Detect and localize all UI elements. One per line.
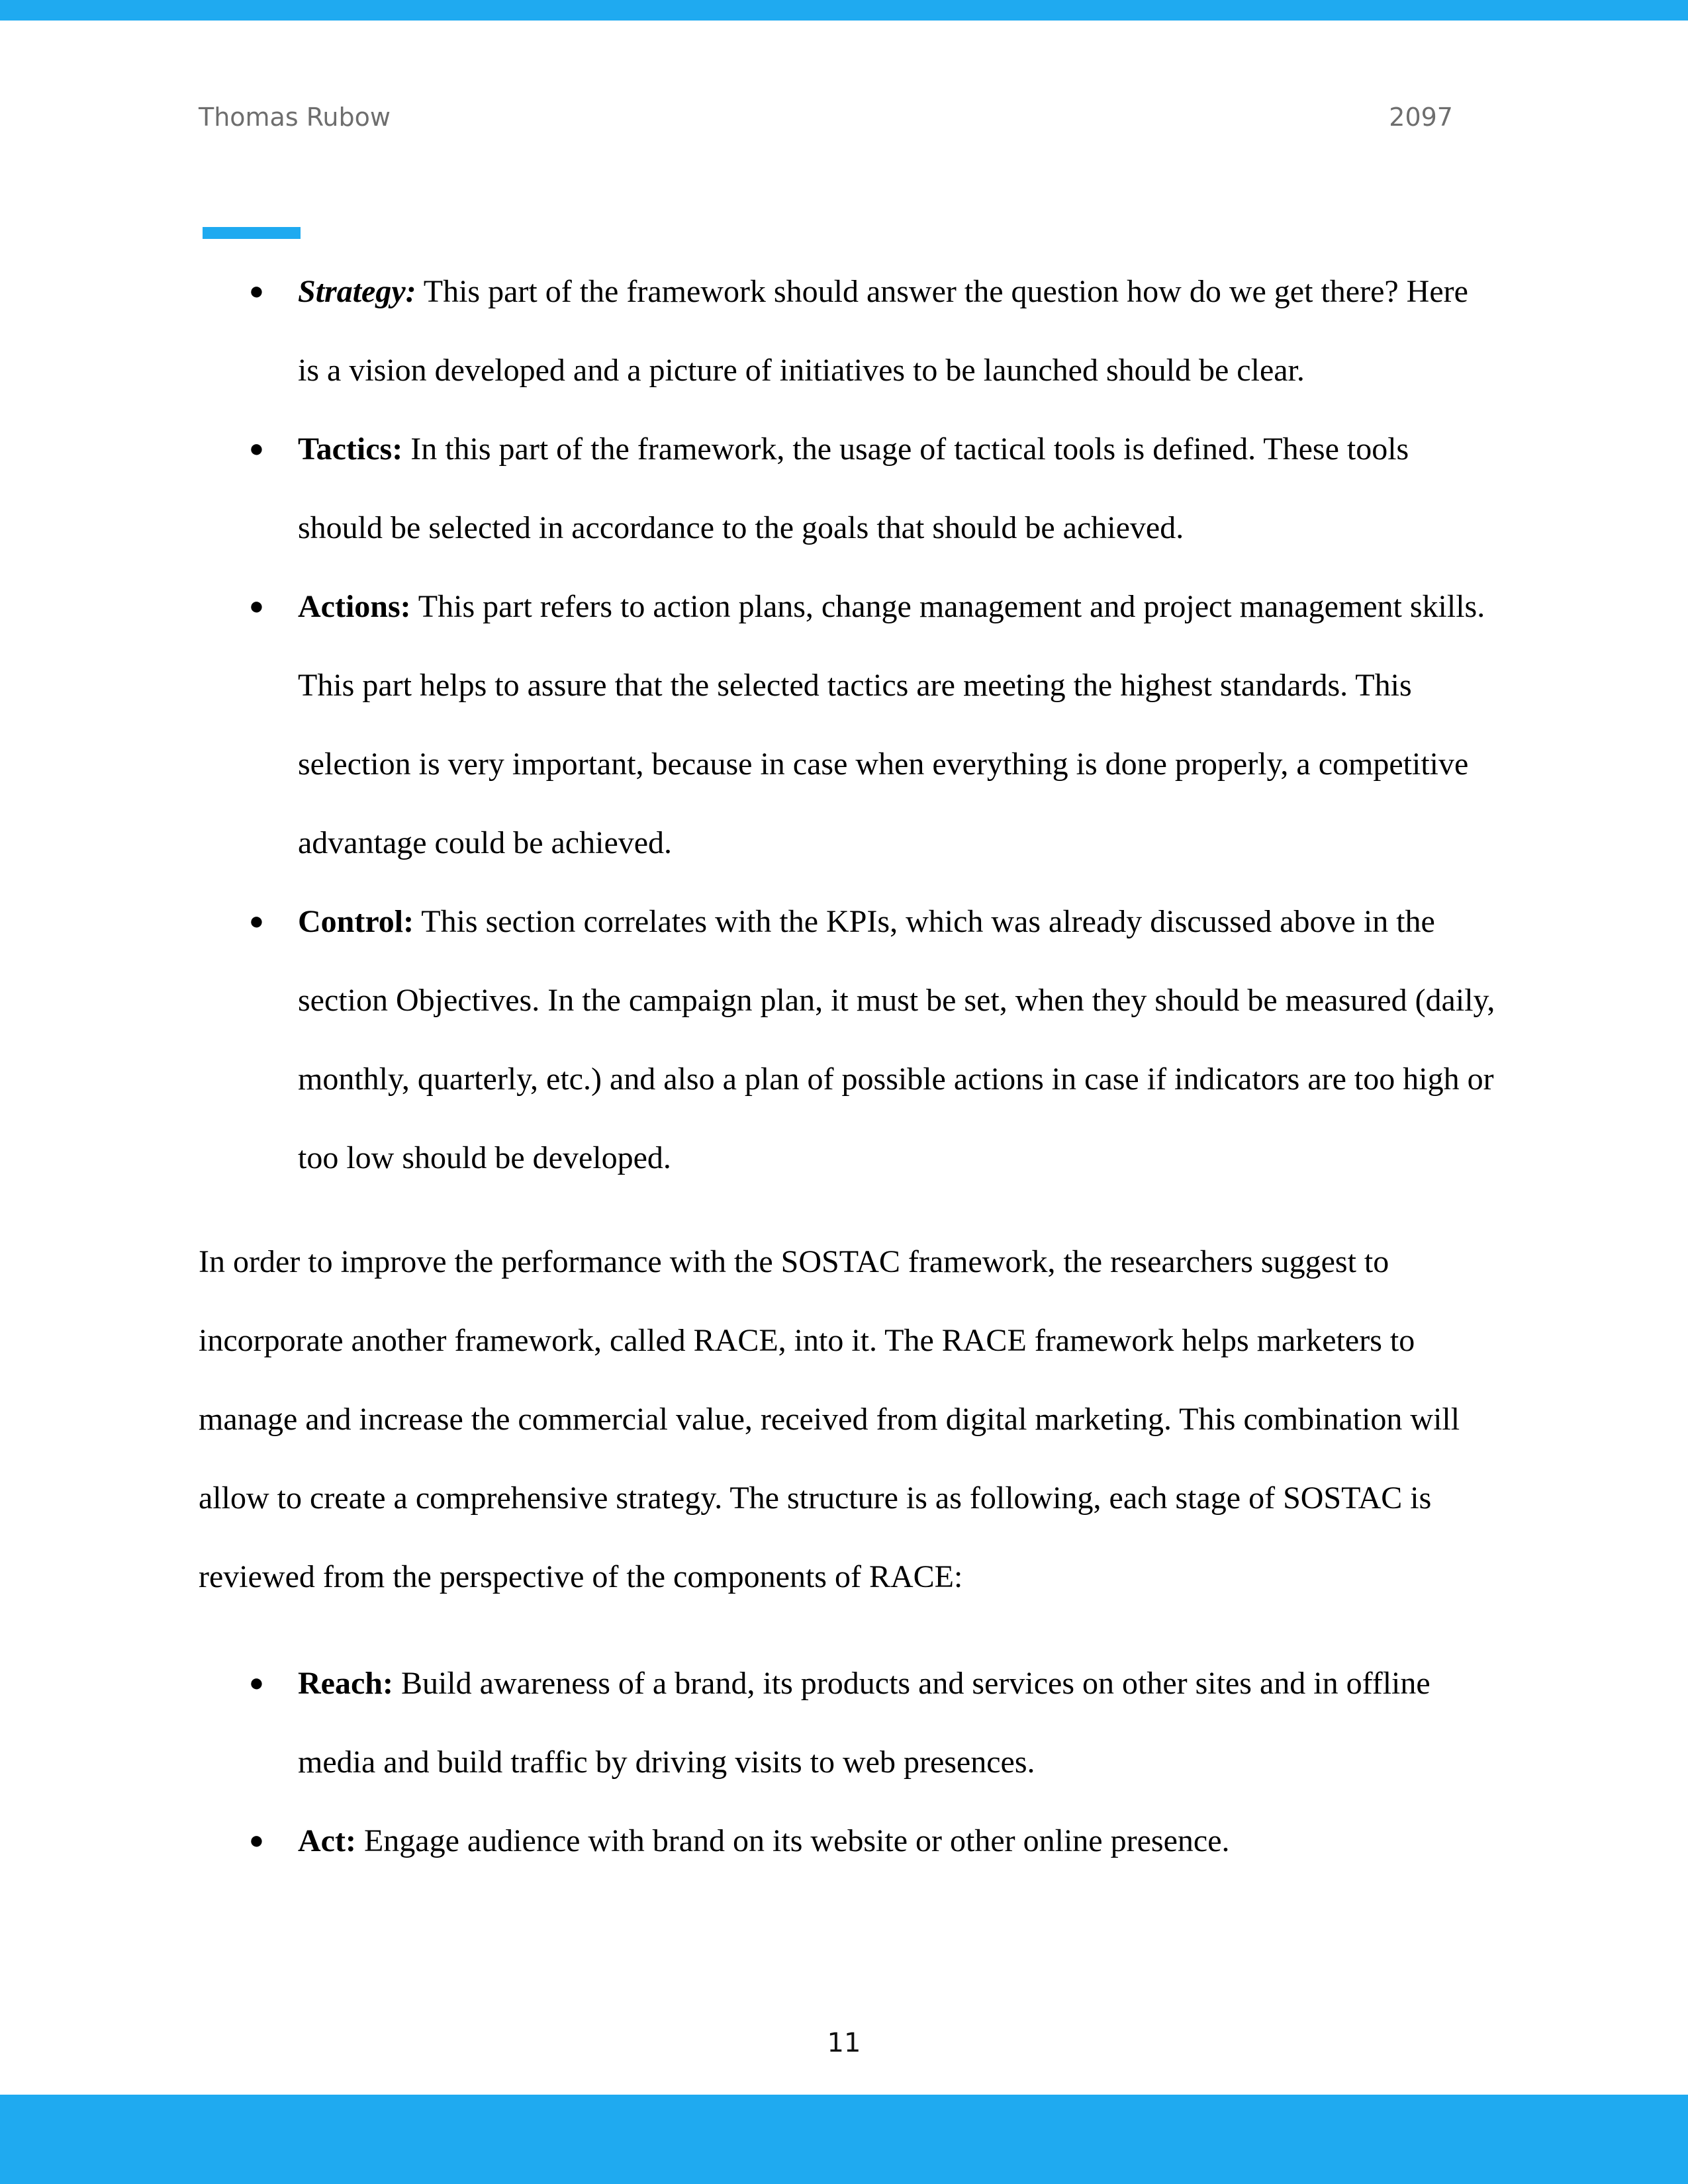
list-item-text: This part of the framework should answer the question how do we get there? Here is a vision developed and a picture of initiatives to be launched should be clear. xyxy=(298,274,1468,388)
list-item-text: Build awareness of a brand, its products and services on other sites and in offline media and build traffic by driving visits to web presences. xyxy=(298,1666,1430,1780)
list-item-label: Control: xyxy=(298,904,414,939)
page-number: 11 xyxy=(827,2028,861,2058)
list-item-reach xyxy=(199,1644,1496,1801)
list-item-control xyxy=(199,882,1496,1197)
bottom-accent-band xyxy=(0,2095,1688,2184)
list-item-label: Act: xyxy=(298,1823,356,1858)
list-item-label: Strategy: xyxy=(298,274,416,309)
list-item-text: Engage audience with brand on its website or other online presence. xyxy=(355,1823,1230,1858)
header-year: 2097 xyxy=(1389,103,1453,132)
bullet-icon: ● xyxy=(249,1669,264,1697)
top-accent-band xyxy=(0,0,1688,21)
list-item-text: In this part of the framework, the usage of tactical tools is defined. These tools should be selected in accordance to the goals that should be achieved. xyxy=(298,432,1409,545)
body-paragraph: In order to improve the performance with the SOSTAC framework, the researchers suggest to incorporate another framework, called RACE, into it. The RACE framework helps marketers to manage and increase the commercial value, received from digital marketing. This combination will allow to create a comprehensive strategy. The structure is as following, each stage of SOSTAC is reviewed from the perspective of the components of RACE: xyxy=(199,1244,1460,1594)
bullet-icon: ● xyxy=(249,1827,264,1854)
bullet-icon: ● xyxy=(249,277,264,305)
list-item-strategy xyxy=(199,252,1496,410)
header-author: Thomas Rubow xyxy=(199,103,391,132)
list-item-tactics xyxy=(199,410,1496,567)
list-item-label: Tactics: xyxy=(298,432,403,467)
bullet-icon: ● xyxy=(249,907,264,935)
list-item-label: Actions: xyxy=(298,589,411,624)
bullet-list-sostac xyxy=(199,252,1496,1197)
list-item-label: Reach: xyxy=(298,1666,393,1701)
bullet-list-race xyxy=(199,1644,1496,1880)
bullet-icon: ● xyxy=(249,435,264,463)
page-header xyxy=(199,103,1453,136)
list-item-actions xyxy=(199,567,1496,882)
list-item-act xyxy=(199,1801,1496,1880)
section-accent-bar xyxy=(203,227,301,239)
list-item-text: This section correlates with the KPIs, which was already discussed above in the section Objectives. In the campaign plan, it must be set, when they should be measured (daily, monthly, quarterly, etc.) and also a plan of possible actions in case if indicators are too high or too low should be developed. xyxy=(298,904,1495,1175)
bullet-icon: ● xyxy=(249,592,264,620)
list-item-text: This part refers to action plans, change management and project management skills. This part helps to assure that the selected tactics are meeting the highest standards. This selection is very important, because in case when everything is done properly, a competitive advantage could be achieved. xyxy=(298,589,1485,860)
